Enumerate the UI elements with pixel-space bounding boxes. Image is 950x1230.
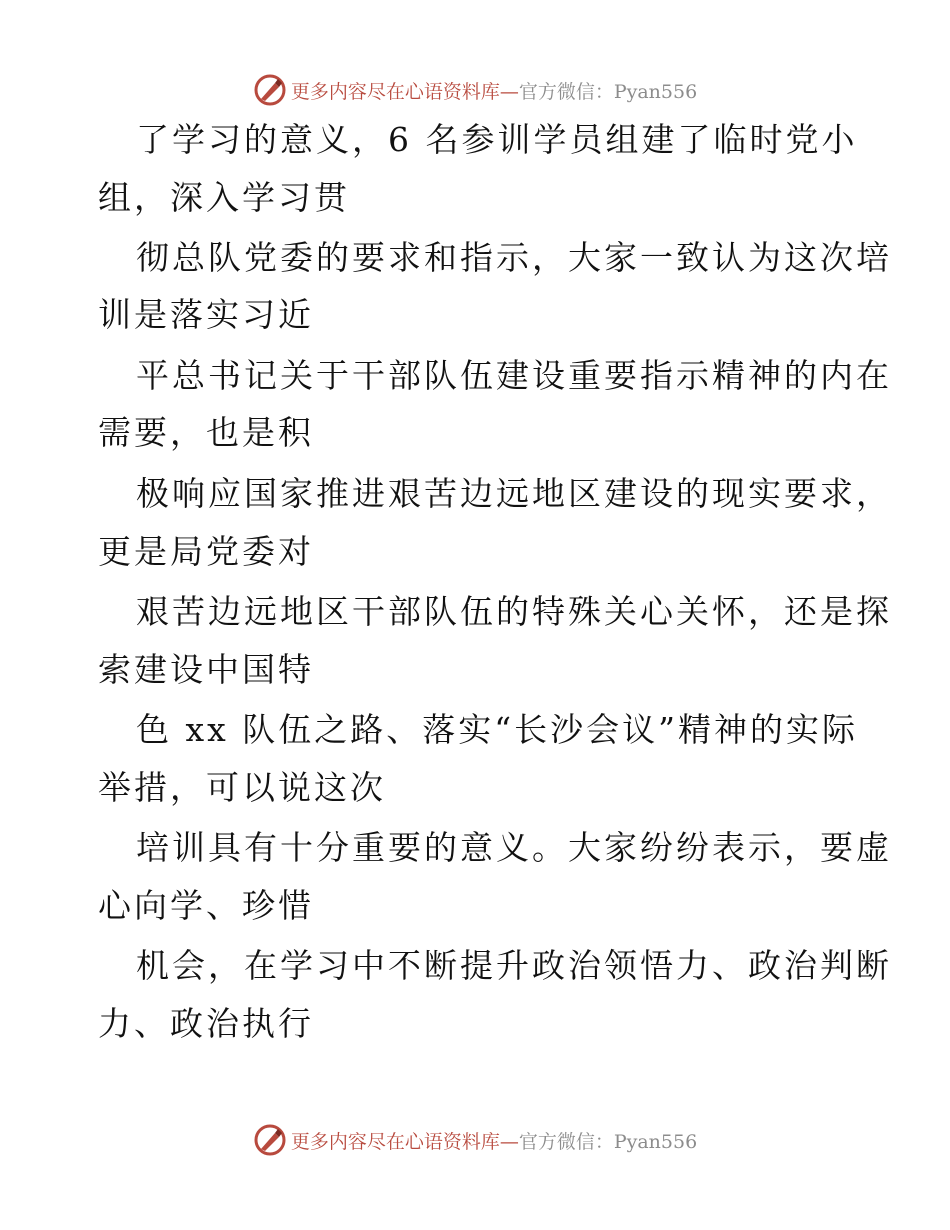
text-line: 更是局党委对: [98, 532, 314, 571]
text-line: 索建设中国特: [98, 650, 314, 689]
text-line: 心向学、珍惜: [98, 886, 314, 925]
text-line: 了学习的意义，6 名参训学员组建了临时党小: [136, 120, 858, 159]
text-line: 培训具有十分重要的意义。大家纷纷表示，要虚: [136, 828, 892, 867]
text-line: 需要，也是积: [98, 413, 314, 452]
text-line: 训是落实习近: [98, 295, 314, 334]
text-line: 组，深入学习贯: [98, 178, 350, 217]
pen-logo-icon: [253, 73, 287, 107]
header-banner: [0, 70, 950, 110]
banner-text-wechat: 官方微信：Pyan556: [518, 80, 698, 103]
text-line: 机会，在学习中不断提升政治领悟力、政治判断: [136, 946, 892, 985]
text-line: 力、政治执行: [98, 1004, 314, 1043]
text-line: 色 xx 队伍之路、落实“长沙会议”精神的实际: [136, 710, 858, 749]
text-line: 极响应国家推进艰苦边远地区建设的现实要求，: [136, 474, 892, 513]
text-line: 举措，可以说这次: [98, 768, 386, 807]
text-line: 彻总队党委的要求和指示，大家一致认为这次培: [136, 238, 892, 277]
banner-text-main: 更多内容尽在心语资料库—: [290, 1130, 519, 1153]
pen-logo-icon: [253, 1123, 287, 1157]
text-line: 艰苦边远地区干部队伍的特殊关心关怀，还是探: [136, 592, 892, 631]
banner-text-wechat: 官方微信：Pyan556: [518, 1130, 698, 1153]
footer-banner: [0, 1120, 950, 1160]
text-line: 平总书记关于干部队伍建设重要指示精神的内在: [136, 356, 892, 395]
banner-text-main: 更多内容尽在心语资料库—: [290, 80, 519, 103]
